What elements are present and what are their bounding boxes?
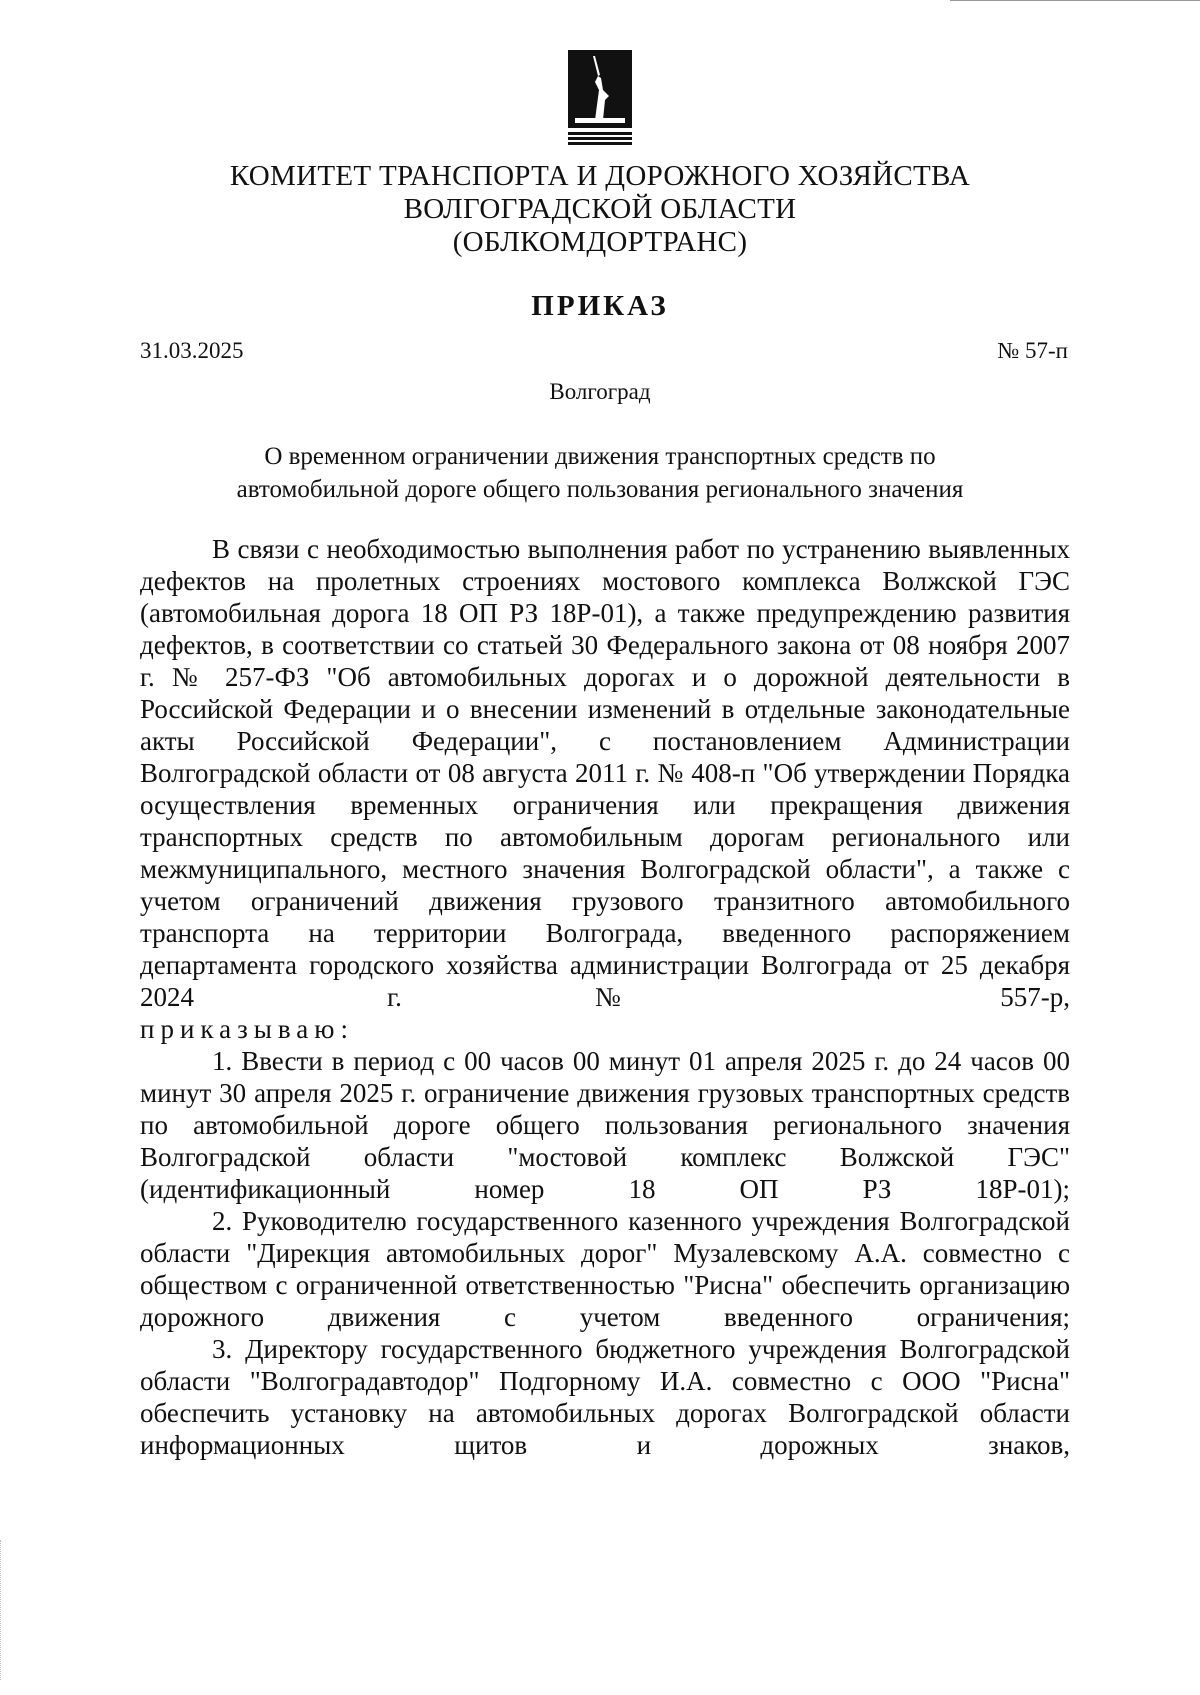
order-item-2: 2. Руководителю государственного казенного учреждения Волгоградской области "Дирекция автомобильных дорог" Музалевскому А.А. совместно с обществом с ограниченной ответственностью "Рисна" обеспечить организацию дорожного движения с учетом введенного ограничения;: [140, 1206, 1070, 1332]
order-item-1: 1. Ввести в период с 00 часов 00 минут 01 апреля 2025 г. до 24 часов 00 минут 30 апреля 2025 г. ограничение движения грузовых транспортных средств по автомобильной дороге общего пользования регионального значения Волгоградской области "мостовой комплекс Волжской ГЭС" (идентификационный номер 18 ОП РЗ 18Р-01);: [140, 1046, 1070, 1204]
order-item-3: 3. Директору государственного бюджетного учреждения Волгоградской области "Волгоградавтодор" Подгорному И.А. совместно с ООО "Рисна" обеспечить установку на автомобильных дорогах Волгоградской области информационных щитов и дорожных знаков,: [140, 1334, 1070, 1460]
subject-line-2: автомобильной дороге общего пользования регионального значения: [236, 476, 964, 503]
top-edge-line: [950, 0, 1200, 1]
preamble-paragraph: В связи с необходимостью выполнения работ по устранению выявленных дефектов на пролетных строениях мостового комплекса Волжской ГЭС (автомобильная дорога 18 ОП РЗ 18Р-01), а также предупреждению развития дефектов, в соответствии со статьей 30 Федерального закона от 08 ноября 2007 г. № 257-ФЗ "Об автомобильных дорогах и о дорожной деятельности в Российской Федерации и о внесении изменений в отдельные законодательные акты Российской Федерации", с постановлением Администрации Волгоградской области от 08 августа 2011 г. № 408-п "Об утверждении Порядка осуществления временных ограничения или прекращения движения транспортных средств по автомобильным дорогам регионального или межмуниципального, местного значения Волгоградской области", а также с учетом ограничений движения грузового транзитного автомобильного транспорта на территории Волгограда, введенного распоряжением департамента городского хозяйства администрации Волгограда от 25 декабря 2024 г. № 557-р,: [140, 534, 1070, 1012]
document-title: ПРИКАЗ: [531, 290, 669, 322]
document-city: Волгоград: [549, 379, 651, 404]
document-subject: [0, 440, 1200, 506]
subject-line-1: О временном ограничении движения транспортных средств по: [264, 443, 936, 470]
header-line-2: ВОЛГОГРАДСКОЙ ОБЛАСТИ: [403, 193, 797, 225]
header-line-3: (ОБЛКОМДОРТРАНС): [452, 226, 748, 258]
scan-edge-mark: [0, 1540, 3, 1680]
header-line-1: КОМИТЕТ ТРАНСПОРТА И ДОРОЖНОГО ХОЗЯЙСТВА: [229, 160, 971, 192]
organization-header: [0, 160, 1200, 259]
coat-of-arms-icon: [565, 50, 635, 148]
document-date: 31.03.2025: [140, 338, 244, 363]
order-word: приказываю:: [140, 1014, 354, 1044]
document-body: [140, 533, 1070, 1461]
document-number: № 57-п: [997, 338, 1068, 363]
